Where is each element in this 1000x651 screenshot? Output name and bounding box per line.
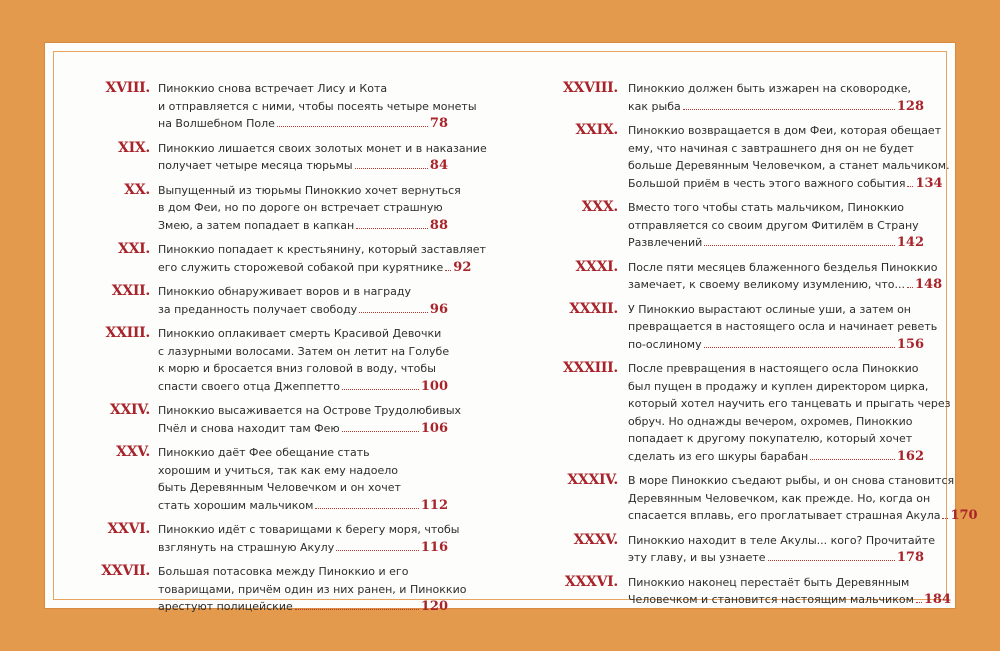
- chapter-title-last-line: [158, 420, 448, 438]
- page-number: 156: [896, 336, 924, 352]
- chapter-title: [158, 402, 462, 437]
- chapter-title-last-line: [158, 378, 448, 396]
- chapter-title: [158, 521, 460, 556]
- chapter-title-last-line: [628, 448, 924, 466]
- chapter-title-line: превращается в настоящего осла и начинает реветь: [628, 320, 938, 333]
- chapter-number: XIX.: [118, 139, 150, 156]
- chapter-title-line: спасти своего отца Джеппетто: [158, 379, 340, 393]
- page-number: 88: [429, 217, 448, 233]
- dot-leader: [355, 157, 428, 169]
- dot-leader: [810, 448, 895, 460]
- toc-entry[interactable]: [74, 241, 486, 276]
- chapter-title-line: обруч. Но однажды вечером, охромев, Пиноккио: [628, 414, 913, 428]
- page-number: 184: [923, 592, 952, 607]
- toc-entry[interactable]: [544, 472, 978, 525]
- chapter-title: [628, 472, 978, 525]
- page-number: 100: [420, 378, 448, 394]
- dot-leader: [683, 98, 895, 110]
- book-spread: [44, 42, 978, 614]
- dot-leader: [336, 539, 419, 551]
- toc-entry[interactable]: [74, 325, 448, 395]
- chapter-title-line: на Волшебном Поле: [158, 117, 275, 130]
- chapter-title-last-line: [158, 497, 448, 515]
- chapter-title-line: получает четыре месяца тюрьмы: [158, 159, 353, 172]
- chapter-number: XXI.: [118, 241, 150, 257]
- chapter-title: [158, 241, 486, 276]
- toc-entry[interactable]: [544, 199, 924, 252]
- chapter-title-line: за преданность получает свободу: [158, 302, 358, 316]
- toc-entry[interactable]: [74, 444, 448, 514]
- chapter-title-line: Развлечений: [628, 236, 703, 249]
- dot-leader: [342, 420, 419, 432]
- toc-entry[interactable]: [544, 531, 935, 567]
- chapter-title-last-line: [158, 259, 472, 277]
- chapter-title-last-line: [628, 276, 943, 294]
- chapter-title: [158, 563, 467, 616]
- dot-leader: [704, 336, 895, 348]
- chapter-title-line: замечает, к своему великому изумлению, что...: [628, 278, 905, 291]
- chapter-number: XXIX.: [575, 122, 618, 138]
- toc-entry[interactable]: [544, 122, 950, 192]
- chapter-number: XXXII.: [569, 300, 618, 317]
- chapter-number: XXIII.: [105, 325, 150, 341]
- page-number: 120: [420, 599, 448, 614]
- chapter-number: XXII.: [111, 283, 150, 299]
- chapter-title-last-line: [628, 591, 952, 609]
- chapter-title-line: который хотел научить его танцевать и прыгать через: [628, 397, 951, 410]
- chapter-title-line: Пиноккио высаживается на Острове Трудолюбивых: [158, 404, 462, 417]
- chapter-title-line: по-ослиному: [628, 337, 702, 351]
- chapter-number: XXXVI.: [564, 573, 618, 590]
- page-number: 134: [915, 175, 943, 191]
- toc-entry[interactable]: [544, 360, 951, 465]
- chapter-title-line: больше Деревянным Человечком, а станет мальчиком.: [628, 159, 950, 172]
- chapter-title-last-line: [628, 98, 924, 116]
- chapter-title-line: арестуют полицейские: [158, 600, 293, 613]
- chapter-title-line: В море Пиноккио съедают рыбы, и он снова становится: [628, 474, 955, 487]
- chapter-title-last-line: [158, 598, 448, 616]
- chapter-title-line: Большая потасовка между Пиноккио и его: [158, 565, 409, 578]
- chapter-number: XXXIV.: [567, 472, 618, 488]
- chapter-title-line: сделать из его шкуры барабан: [628, 449, 809, 463]
- chapter-title: [158, 80, 477, 133]
- chapter-title-last-line: [628, 507, 978, 525]
- chapter-title-line: Пиноккио попадает к крестьянину, который заставляет: [158, 243, 486, 256]
- chapter-number: XXVI.: [107, 521, 150, 537]
- page-number: 116: [420, 539, 448, 555]
- page-number: 128: [896, 98, 924, 114]
- chapter-title-line: Пиноккио находит в теле Акулы... кого? Прочитайте: [628, 533, 935, 547]
- chapter-title-line: в дом Феи, но по дороге он встречает страшную: [158, 201, 443, 214]
- chapter-title-last-line: [158, 157, 448, 175]
- chapter-title-line: товарищами, причём один из них ранен, и Пиноккио: [158, 582, 467, 596]
- chapter-title-line: Пиноккио даёт Фее обещание стать: [158, 446, 370, 459]
- chapter-title-line: Вместо того чтобы стать мальчиком, Пиноккио: [628, 201, 904, 214]
- chapter-title-line: Выпущенный из тюрьмы Пиноккио хочет вернуться: [158, 183, 461, 197]
- chapter-title: [628, 80, 924, 115]
- chapter-title-last-line: [158, 539, 448, 557]
- chapter-title-line: и отправляется с ними, чтобы посеять четыре монеты: [158, 99, 477, 113]
- dot-leader: [356, 217, 428, 229]
- chapter-title-line: Пиноккио должен быть изжарен на сковородке,: [628, 82, 911, 95]
- dot-leader: [704, 234, 895, 246]
- dot-leader: [295, 598, 419, 610]
- chapter-title-line: Человечком и становится настоящим мальчиком: [628, 593, 914, 606]
- chapter-number: XXVII.: [101, 563, 150, 579]
- toc-entry[interactable]: [544, 300, 938, 354]
- chapter-number: XVIII.: [105, 80, 150, 96]
- dot-leader: [907, 276, 913, 288]
- chapter-title-line: отправляется со своим другом Фитилём в Страну: [628, 218, 919, 232]
- chapter-number: XXIV.: [109, 402, 150, 418]
- page-number: 78: [429, 116, 448, 131]
- page-number: 170: [950, 508, 978, 523]
- chapter-title-last-line: [158, 217, 448, 235]
- chapter-title-line: быть Деревянным Человечком и он хочет: [158, 481, 401, 494]
- chapter-title-line: Пиноккио лишается своих золотых монет и в наказание: [158, 141, 487, 155]
- chapter-number: XXV.: [116, 444, 150, 460]
- chapter-title-line: Пчёл и снова находит там Фею: [158, 421, 340, 435]
- chapter-title: [158, 444, 448, 514]
- dot-leader: [277, 115, 428, 127]
- chapter-title: [158, 325, 448, 395]
- page-number: 84: [429, 158, 448, 173]
- page-number: 162: [896, 448, 924, 464]
- chapter-number: XXX.: [581, 199, 618, 215]
- toc-column-left: [74, 80, 487, 623]
- chapter-title-line: спасается вплавь, его проглатывает страшная Акула: [628, 509, 941, 522]
- chapter-title-line: Пиноккио возвращается в дом Феи, которая обещает: [628, 124, 942, 137]
- page-number: 106: [420, 420, 448, 436]
- toc-entry[interactable]: [74, 80, 477, 133]
- chapter-title: [158, 182, 461, 235]
- chapter-title: [628, 122, 950, 192]
- dot-leader: [342, 378, 419, 390]
- chapter-title-line: стать хорошим мальчиком: [158, 498, 314, 512]
- toc-entry[interactable]: [74, 139, 487, 175]
- toc-entry[interactable]: [74, 521, 460, 556]
- dot-leader: [942, 507, 948, 519]
- dot-leader: [315, 497, 418, 509]
- toc-entry[interactable]: [74, 283, 448, 318]
- chapter-title-line: У Пиноккио вырастают ослиные уши, а затем он: [628, 302, 911, 316]
- chapter-title-line: Пиноккио обнаруживает воров и в награду: [158, 285, 411, 298]
- chapter-title-last-line: [628, 234, 924, 252]
- chapter-title: [628, 301, 938, 354]
- chapter-title-line: был пущен в продажу и куплен директором цирка,: [628, 379, 929, 393]
- chapter-title-line: его служить сторожевой собакой при курятнике: [158, 260, 444, 274]
- dot-leader: [907, 175, 913, 187]
- chapter-title-line: Пиноккио идёт с товарищами к берегу моря, чтобы: [158, 523, 460, 536]
- chapter-title-line: с лазурными волосами. Затем он летит на Голубе: [158, 344, 450, 358]
- chapter-title-last-line: [628, 549, 924, 567]
- chapter-title-line: Пиноккио наконец перестаёт быть Деревянным: [628, 575, 910, 589]
- toc-entry[interactable]: [544, 80, 924, 115]
- toc-entry[interactable]: [74, 181, 461, 235]
- chapter-title-line: Змею, а затем попадает в капкан: [158, 218, 355, 232]
- toc-entry[interactable]: [74, 563, 467, 616]
- chapter-title-line: Деревянным Человечком, как прежде. Но, когда он: [628, 491, 931, 505]
- chapter-number: XXXIII.: [562, 360, 618, 376]
- chapter-title-line: к морю и бросается вниз головой в воду, чтобы: [158, 362, 436, 375]
- dot-leader: [445, 259, 451, 271]
- toc-entry[interactable]: [74, 402, 462, 437]
- page-number: 142: [896, 235, 924, 250]
- chapter-title: [628, 199, 924, 252]
- dot-leader: [768, 549, 895, 561]
- page-number: 178: [896, 550, 924, 565]
- chapter-title: [628, 574, 952, 609]
- toc-entry[interactable]: [544, 573, 952, 609]
- chapter-title: [628, 360, 951, 465]
- chapter-title-line: ему, что начиная с завтрашнего дня он не будет: [628, 141, 914, 155]
- chapter-title-last-line: [628, 175, 943, 193]
- dot-leader: [916, 591, 922, 603]
- toc-column-right: [544, 80, 978, 616]
- chapter-title-line: попадает к другому покупателю, который хочет: [628, 432, 913, 445]
- chapter-title-line: взглянуть на страшную Акулу: [158, 540, 335, 554]
- chapter-title-line: После превращения в настоящего осла Пиноккио: [628, 362, 919, 375]
- page-number: 148: [914, 277, 943, 292]
- chapter-number: XXXV.: [573, 531, 618, 548]
- dot-leader: [359, 301, 428, 313]
- chapter-title-line: Пиноккио снова встречает Лису и Кота: [158, 82, 388, 95]
- chapter-title-line: Пиноккио оплакивает смерть Красивой Девочки: [158, 327, 442, 340]
- chapter-number: XXVIII.: [562, 80, 618, 96]
- chapter-title: [158, 140, 487, 175]
- chapter-title: [628, 532, 935, 567]
- chapter-title: [628, 259, 943, 294]
- chapter-title-line: эту главу, и вы узнаете: [628, 551, 766, 564]
- toc-entry[interactable]: [544, 258, 943, 294]
- chapter-title: [158, 283, 448, 318]
- chapter-number: XX.: [124, 181, 150, 198]
- page-number: 112: [420, 497, 448, 513]
- chapter-title-last-line: [158, 115, 448, 133]
- page-number: 92: [453, 259, 472, 275]
- chapter-title-line: хорошим и учиться, так как ему надоело: [158, 463, 398, 477]
- chapter-title-line: Большой приём в честь этого важного события: [628, 176, 906, 190]
- chapter-title-line: После пяти месяцев блаженного безделья Пиноккио: [628, 260, 938, 274]
- chapter-title-line: как рыба: [628, 99, 681, 113]
- chapter-title-last-line: [628, 336, 924, 354]
- chapter-number: XXXI.: [575, 258, 618, 275]
- page-number: 96: [429, 301, 448, 317]
- chapter-title-last-line: [158, 301, 448, 319]
